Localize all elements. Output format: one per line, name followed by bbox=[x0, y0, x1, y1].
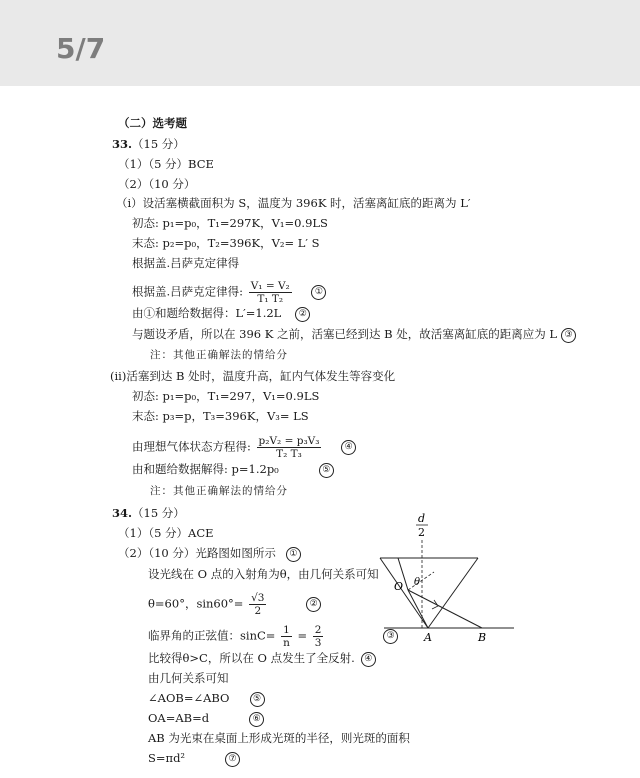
diagram-label-two: 2 bbox=[418, 526, 425, 539]
fraction-numerator: 1 bbox=[283, 624, 290, 636]
q33-ii-final-state: 末态: p₃=p，T₃=396K，V₃= LS bbox=[132, 409, 309, 423]
ray-to-A bbox=[408, 590, 428, 628]
equals-sign: = bbox=[297, 628, 308, 643]
q33-ii-equation bbox=[132, 435, 356, 460]
fraction-denominator: n bbox=[283, 637, 290, 649]
length-text: OA=AB=d bbox=[148, 711, 210, 725]
contradiction-text: 与题设矛盾，所以在 396 K 之前，活塞已经到达 B 处，故活塞离缸底的距离应为 L bbox=[132, 327, 558, 341]
equation-mark: ③ bbox=[383, 629, 398, 644]
fraction-numerator: √3 bbox=[251, 592, 265, 604]
equation-mark: ④ bbox=[361, 652, 376, 667]
critical-angle-text: 临界角的正弦值：sinC= bbox=[148, 628, 276, 643]
q33-part2: （2）（10 分） bbox=[118, 177, 196, 191]
q34-line-spot-radius: AB 为光束在桌面上形成光斑的半径，则光斑的面积 bbox=[148, 731, 410, 745]
q33-ii-result bbox=[132, 462, 334, 478]
page-number-badge: 5/7 bbox=[56, 32, 106, 65]
q33-ii-note: 注：其他正确解法的情给分 bbox=[150, 485, 288, 497]
q33-header bbox=[112, 137, 185, 151]
fraction-denominator: T₁ T₂ bbox=[257, 293, 284, 305]
q33-i-contradiction bbox=[132, 327, 576, 343]
q34-part1: （1）（5 分）ACE bbox=[118, 526, 214, 540]
equation-mark: ⑤ bbox=[250, 692, 265, 707]
equation-mark: ② bbox=[306, 597, 321, 612]
equation-mark: ⑦ bbox=[225, 752, 240, 767]
prism-right-side bbox=[428, 558, 478, 628]
theta-text: θ=60°，sin60°= bbox=[148, 596, 244, 611]
q34-line-theta bbox=[148, 592, 321, 617]
q33-i-final-state: 末态: p₂=p₀，T₂=396K，V₂= L′ S bbox=[132, 236, 320, 250]
fraction-numerator: V₁ = V₂ bbox=[250, 280, 290, 292]
inv-n-fraction bbox=[281, 624, 292, 649]
q33-i-law-line2: 根据盖.吕萨克定律得: bbox=[132, 284, 244, 299]
q34-header bbox=[112, 506, 185, 520]
q34-line-angle-equality bbox=[148, 691, 265, 707]
fraction-numerator: p₂V₂ = p₃V₃ bbox=[258, 435, 320, 447]
normal-line bbox=[408, 572, 434, 590]
law-text: 由理想气体状态方程得: bbox=[132, 439, 251, 454]
q33-part1: （1）（5 分）BCE bbox=[118, 157, 214, 171]
fraction-numerator: 2 bbox=[314, 624, 322, 636]
q33-i-note: 注：其他正确解法的情给分 bbox=[150, 349, 288, 361]
angle-text: ∠AOB=∠ABO bbox=[148, 691, 230, 705]
sin60-fraction bbox=[249, 592, 266, 617]
q34-line-geometry: 由几何关系可知 bbox=[148, 671, 229, 685]
result-text: 由和题给数据解得: p=1.2p₀ bbox=[132, 462, 279, 476]
q34-line-total-reflection bbox=[148, 651, 376, 667]
fraction-denominator: 2 bbox=[254, 605, 262, 617]
prism-left-side bbox=[380, 558, 428, 628]
fraction-denominator: 3 bbox=[314, 637, 322, 649]
q33-i-law-line1: 根据盖.吕萨克定律得 bbox=[132, 256, 240, 270]
q33-i-equation bbox=[132, 280, 326, 305]
q33-ii-initial-state: 初态: p₁=p₀，T₁=297，V₁=0.9LS bbox=[132, 389, 320, 403]
diagram-label-theta: θ bbox=[414, 577, 421, 588]
right-angle-mark bbox=[432, 600, 438, 609]
q34-line-lengths bbox=[148, 711, 264, 727]
diagram-label-O: O bbox=[394, 580, 404, 593]
two-thirds-fraction bbox=[313, 624, 324, 649]
equation-mark: ③ bbox=[561, 328, 576, 343]
q33-i-fraction bbox=[249, 280, 292, 305]
equation-mark: ⑤ bbox=[319, 463, 334, 478]
equation-mark: ④ bbox=[341, 440, 356, 455]
equation-mark: ② bbox=[295, 307, 310, 322]
section-title: （二）选考题 bbox=[118, 116, 187, 130]
q34-number: 34. bbox=[112, 506, 133, 520]
q34-score: （15 分） bbox=[132, 506, 185, 520]
ray-to-B bbox=[408, 590, 482, 628]
reflection-text: 比较得θ>C，所以在 O 点发生了全反射. bbox=[148, 651, 355, 665]
q33-ii-intro: (ii)活塞到达 B 处时，温度升高，缸内气体发生等容变化 bbox=[110, 369, 396, 383]
q33-number: 33. bbox=[112, 137, 133, 151]
q33-ii-fraction bbox=[257, 435, 322, 460]
diagram-label-A: A bbox=[424, 631, 432, 644]
q33-score: （15 分） bbox=[132, 137, 185, 151]
part2-text: （2）（10 分）光路图如图所示 bbox=[118, 546, 276, 560]
q34-line-area bbox=[148, 751, 240, 767]
answer-sheet bbox=[0, 86, 640, 778]
diagram-label-B: B bbox=[478, 631, 487, 644]
q33-i-initial-state: 初态: p₁=p₀，T₁=297K，V₁=0.9LS bbox=[132, 216, 328, 230]
fraction-denominator: T₂ T₃ bbox=[276, 448, 302, 460]
q34-part2 bbox=[118, 546, 301, 562]
equation-mark: ① bbox=[311, 285, 326, 300]
q33-i-intro: （i）设活塞横截面积为 S，温度为 396K 时，活塞离缸底的距离为 L′ bbox=[116, 196, 471, 210]
q33-i-result bbox=[132, 306, 310, 322]
diagram-label-d: d bbox=[418, 512, 426, 525]
area-text: S=πd² bbox=[148, 751, 186, 765]
equation-mark: ⑥ bbox=[249, 712, 264, 727]
equation-mark: ① bbox=[286, 547, 301, 562]
optics-diagram bbox=[378, 510, 518, 650]
q34-line-critical-angle bbox=[148, 624, 398, 649]
q34-line-incidence: 设光线在 O 点的入射角为θ，由几何关系可知 bbox=[148, 567, 379, 581]
result-text: 由①和题给数据得：L′=1.2L bbox=[132, 306, 282, 320]
